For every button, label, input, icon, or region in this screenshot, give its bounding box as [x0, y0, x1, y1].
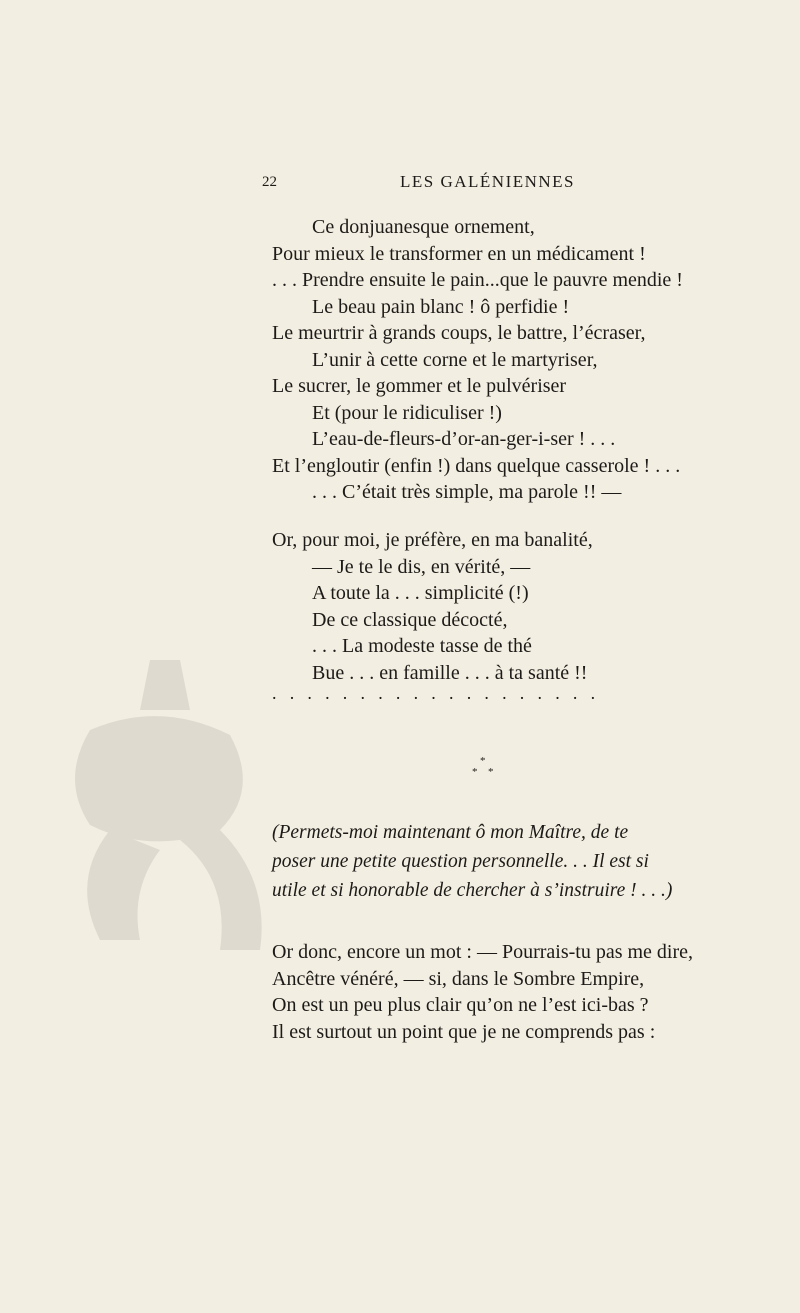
dotted-line-separator: ...................: [272, 683, 609, 703]
verse-line: . . . La modeste tasse de thé: [312, 635, 532, 657]
verse-line: Il est surtout un point que je ne comprends pas :: [272, 1020, 656, 1043]
verse-line: Bue . . . en famille . . . à ta santé !!: [312, 661, 588, 684]
asterisk-top: *: [480, 755, 486, 767]
verse-line: Le beau pain blanc ! ô perfidie !: [312, 295, 570, 318]
stanza-3: [272, 939, 772, 1045]
verse-line: L’unir à cette corne et le martyriser,: [312, 348, 598, 371]
prose-line: poser une petite question personnelle. . . Il est si: [272, 851, 649, 872]
verse-line: Le sucrer, le gommer et le pulvériser: [272, 375, 567, 397]
verse-line: . . . C’était très simple, ma parole !! —: [312, 481, 622, 503]
running-title: LES GALÉNIENNES: [400, 172, 576, 191]
verse-line: Ancêtre vénéré, — si, dans le Sombre Empire,: [272, 967, 645, 990]
verse-line: L’eau-de-fleurs-d’or-an-ger-i-ser ! . . .: [312, 428, 616, 450]
prose-line: utile et si honorable de chercher à s’instruire ! . . .): [272, 880, 673, 901]
asterism-ornament: [472, 756, 496, 784]
prose-line: (Permets-moi maintenant ô mon Maître, de te: [272, 822, 629, 843]
show-through-illustration: [30, 640, 290, 970]
page-header: [262, 172, 722, 196]
verse-line: On est un peu plus clair qu’on ne l’est ici-bas ?: [272, 994, 649, 1016]
verse-line: Ce donjuanesque ornement,: [312, 216, 535, 238]
verse-line: Pour mieux le transformer en un médicament !: [272, 242, 646, 265]
verse-line: De ce classique décocté,: [312, 608, 508, 631]
verse-line: . . . Prendre ensuite le pain...que le pauvre mendie !: [272, 269, 683, 291]
verse-line: Et l’engloutir (enfin !) dans quelque casserole ! . . .: [272, 454, 681, 477]
asterisk-left: *: [472, 766, 478, 778]
asterisk-right: *: [488, 766, 494, 778]
verse-line: — Je te le dis, en vérité, —: [312, 555, 531, 578]
verse-line: A toute la . . . simplicité (!): [312, 582, 529, 604]
stanza-2: [272, 527, 772, 686]
verse-line: Or donc, encore un mot : — Pourrais-tu pas me dire,: [272, 941, 694, 963]
verse-line: Le meurtrir à grands coups, le battre, l’écraser,: [272, 322, 646, 344]
verse-line: Or, pour moi, je préfère, en ma banalité,: [272, 529, 593, 551]
stanza-1: [272, 214, 772, 506]
page-number: 22: [262, 174, 277, 190]
verse-line: Et (pour le ridiculiser !): [312, 401, 502, 424]
italic-aside: [272, 818, 712, 905]
